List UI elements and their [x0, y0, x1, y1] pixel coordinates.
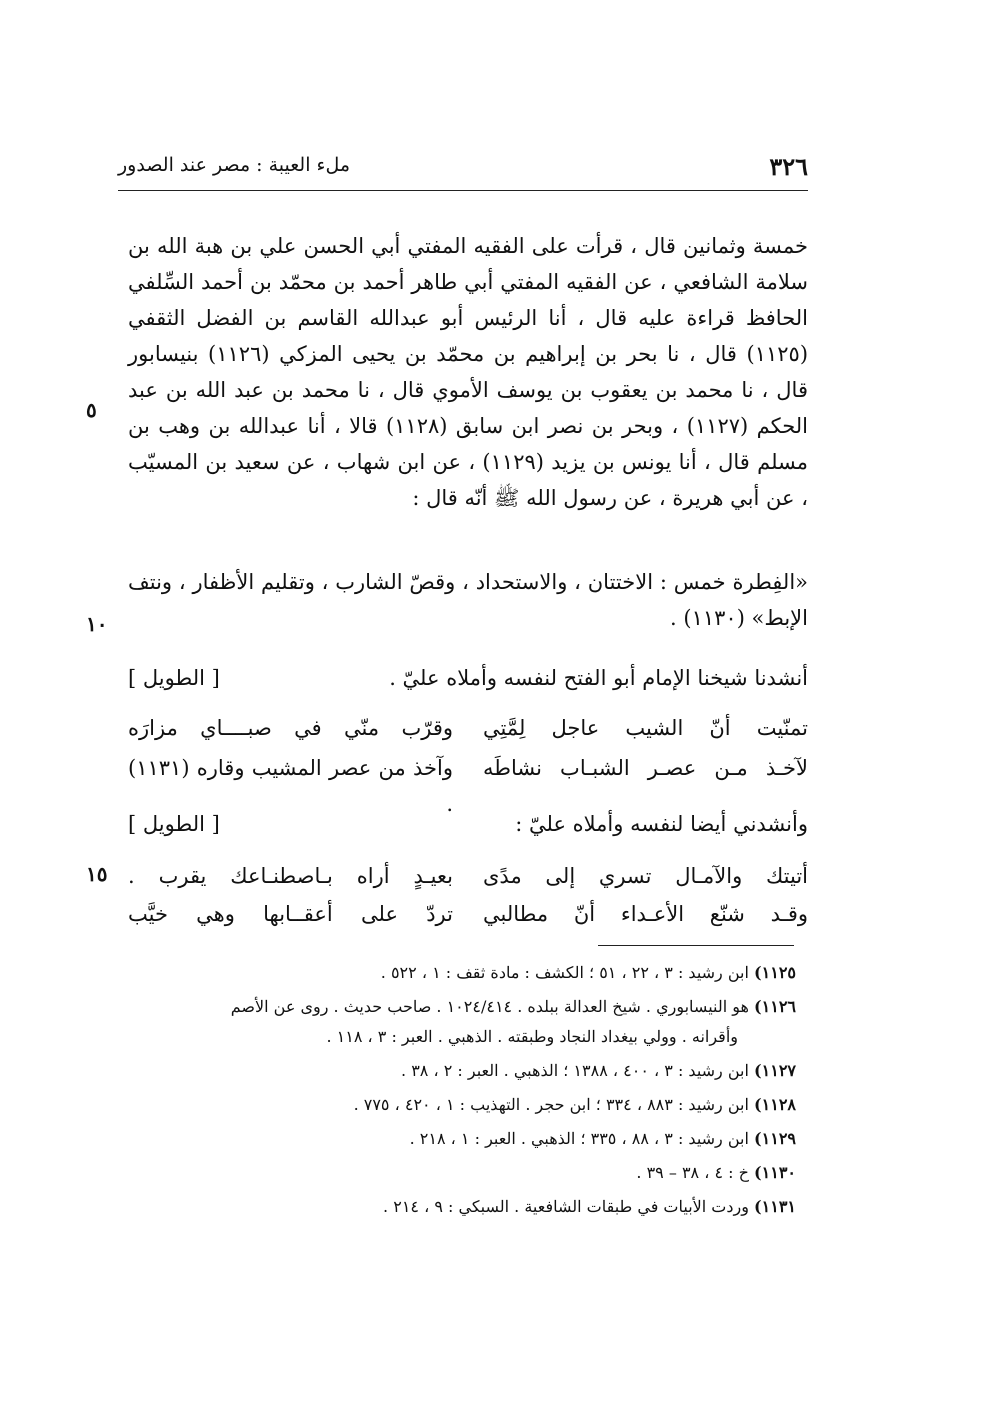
verse-line: [128, 750, 808, 816]
verse-line: [128, 858, 808, 894]
footnote: [130, 1192, 796, 1222]
footnotes: [130, 958, 796, 1226]
footnote: [130, 1158, 796, 1188]
page-number: ٣٢٦: [769, 152, 808, 181]
main-paragraph: خمسة وثمانين قال ، قرأت على الفقيه المفتي أبي الحسن علي بن هبة الله بن سلامة الشافعي ، عن الفقيه المفتي أبي طاهر أحمد بن محمّد بن أحمد السِّلفي الحافظ قراءة عليه قال ، أنا الرئيس أبو عبدالله القاسم بن الفضل الثقفي (١١٢٥) قال ، نا بحر بن إبراهيم بن محمّد بن يحيى المزكي (١١٢٦) بنيسابور قال ، نا محمد بن يعقوب بن يوسف الأموي قال ، نا محمد بن عبد الله بن عبد الحكم (١١٢٧) ، وبحر بن نصر ابن سابق (١١٢٨) قالا ، أنا عبدالله بن وهب بن مسلم قال ، أنا يونس بن يزيد (١١٢٩) ، عن ابن شهاب ، عن سعيد بن المسيّب ، عن أبي هريرة ، عن رسول الله ﷺ أنّه قال :: [128, 234, 809, 510]
running-title: ملء العيبة : مصر عند الصدور: [118, 154, 351, 176]
footnote-text: هو النيسابوري . شيخ العدالة ببلده . ١٠٢٤/٤١٤ . صاحب حديث . روى عن الأصم: [230, 997, 749, 1016]
footnote-number: ١١٣١): [754, 1197, 796, 1216]
footnote: [130, 958, 796, 988]
footnote-number: ١١٢٦): [754, 997, 796, 1016]
line-number-15: ١٥: [86, 862, 108, 886]
poem-intro-text: أنشدنا شيخنا الإمام أبو الفتح لنفسه وأملاه عليّ .: [389, 666, 808, 690]
footnote: [130, 992, 796, 1052]
footnote-text: ابن رشيد : ٣ ، ٢٢ ، ٥١ ؛ الكشف : مادة ثقف : ١ ، ٥٢٢ .: [380, 963, 749, 982]
footnote: [130, 1056, 796, 1086]
footnote-number: ١١٢٧): [754, 1061, 796, 1080]
poem-meter-label: [ الطويل ]: [128, 666, 220, 690]
verse-second-hemistich: وآخذ من عصر المشيب وقاره (١١٣١) .: [128, 756, 453, 816]
poem-intro-text: وأنشدني أيضا لنفسه وأملاه عليّ :: [515, 812, 808, 836]
verse-first-hemistich: أتيتك والآمـال تسري إلى مدًى: [483, 864, 808, 888]
header-divider: [118, 190, 808, 191]
verse-line: [128, 710, 808, 746]
footnote-text: ابن رشيد : ٣ ، ٤٠٠ ، ١٣٨٨ ؛ الذهبي . العبر : ٢ ، ٣٨ .: [401, 1061, 749, 1080]
verse-second-hemistich: تردّ على أعقــابها وهي خيَّب: [128, 902, 453, 926]
line-number-5: ٥: [86, 398, 97, 422]
verse-first-hemistich: وقـد شنّع الأعـداء أنّ مطالبي: [483, 902, 808, 926]
footnote-text: خ : ٤ ، ٣٨ – ٣٩ .: [636, 1163, 749, 1182]
footnote-number: ١١٣٠): [754, 1163, 796, 1182]
footnote: [130, 1090, 796, 1120]
poem-meter-label: [ الطويل ]: [128, 812, 220, 836]
verse-second-hemistich: بعيـدٍ أراه بـاصطنـاعك يقرب .: [128, 864, 453, 888]
verse-first-hemistich: لآخـذ مـن عصـر الشبـاب نشاطَه: [483, 756, 808, 780]
running-header: [118, 150, 808, 186]
line-number-10: ١٠: [86, 612, 108, 636]
hadith-quote: «الفِطرة خمس : الاختتان ، والاستحداد ، وقصّ الشارب ، وتقليم الأظفار ، ونتف الإبط» (١١٣٠) .: [128, 570, 808, 630]
poem-intro-2: [128, 806, 808, 842]
footnote-text: ابن رشيد : ٣ ، ٨٨ ، ٣٣٥ ؛ الذهبي . العبر : ١ ، ٢١٨ .: [409, 1129, 749, 1148]
footnote: [130, 1124, 796, 1154]
verse-line: [128, 896, 808, 932]
footnote-number: ١١٢٨): [754, 1095, 796, 1114]
footnote-divider: [598, 945, 794, 946]
poem-intro-1: [128, 660, 808, 696]
verse-second-hemistich: وقرّب منّي في صبــــاي مزارَه: [128, 716, 453, 740]
footnote-text: وردت الأبيات في طبقات الشافعية . السبكي : ٩ ، ٢١٤ .: [383, 1197, 749, 1216]
footnote-number: ١١٢٩): [754, 1129, 796, 1148]
verse-first-hemistich: تمنّيت أنّ الشيب عاجل لِمَّتِي: [483, 716, 808, 740]
footnote-number: ١١٢٥): [754, 963, 796, 982]
footnote-continuation: وأقرانه . وولي بيغداد النجاد وطبقته . الذهبي . العبر : ٣ ، ١١٨ .: [326, 1027, 738, 1046]
footnote-text: ابن رشيد : ٨٨٣ ، ٣٣٤ ؛ ابن حجر . التهذيب : ١ ، ٤٢٠ ، ٧٧٥ .: [353, 1095, 749, 1114]
